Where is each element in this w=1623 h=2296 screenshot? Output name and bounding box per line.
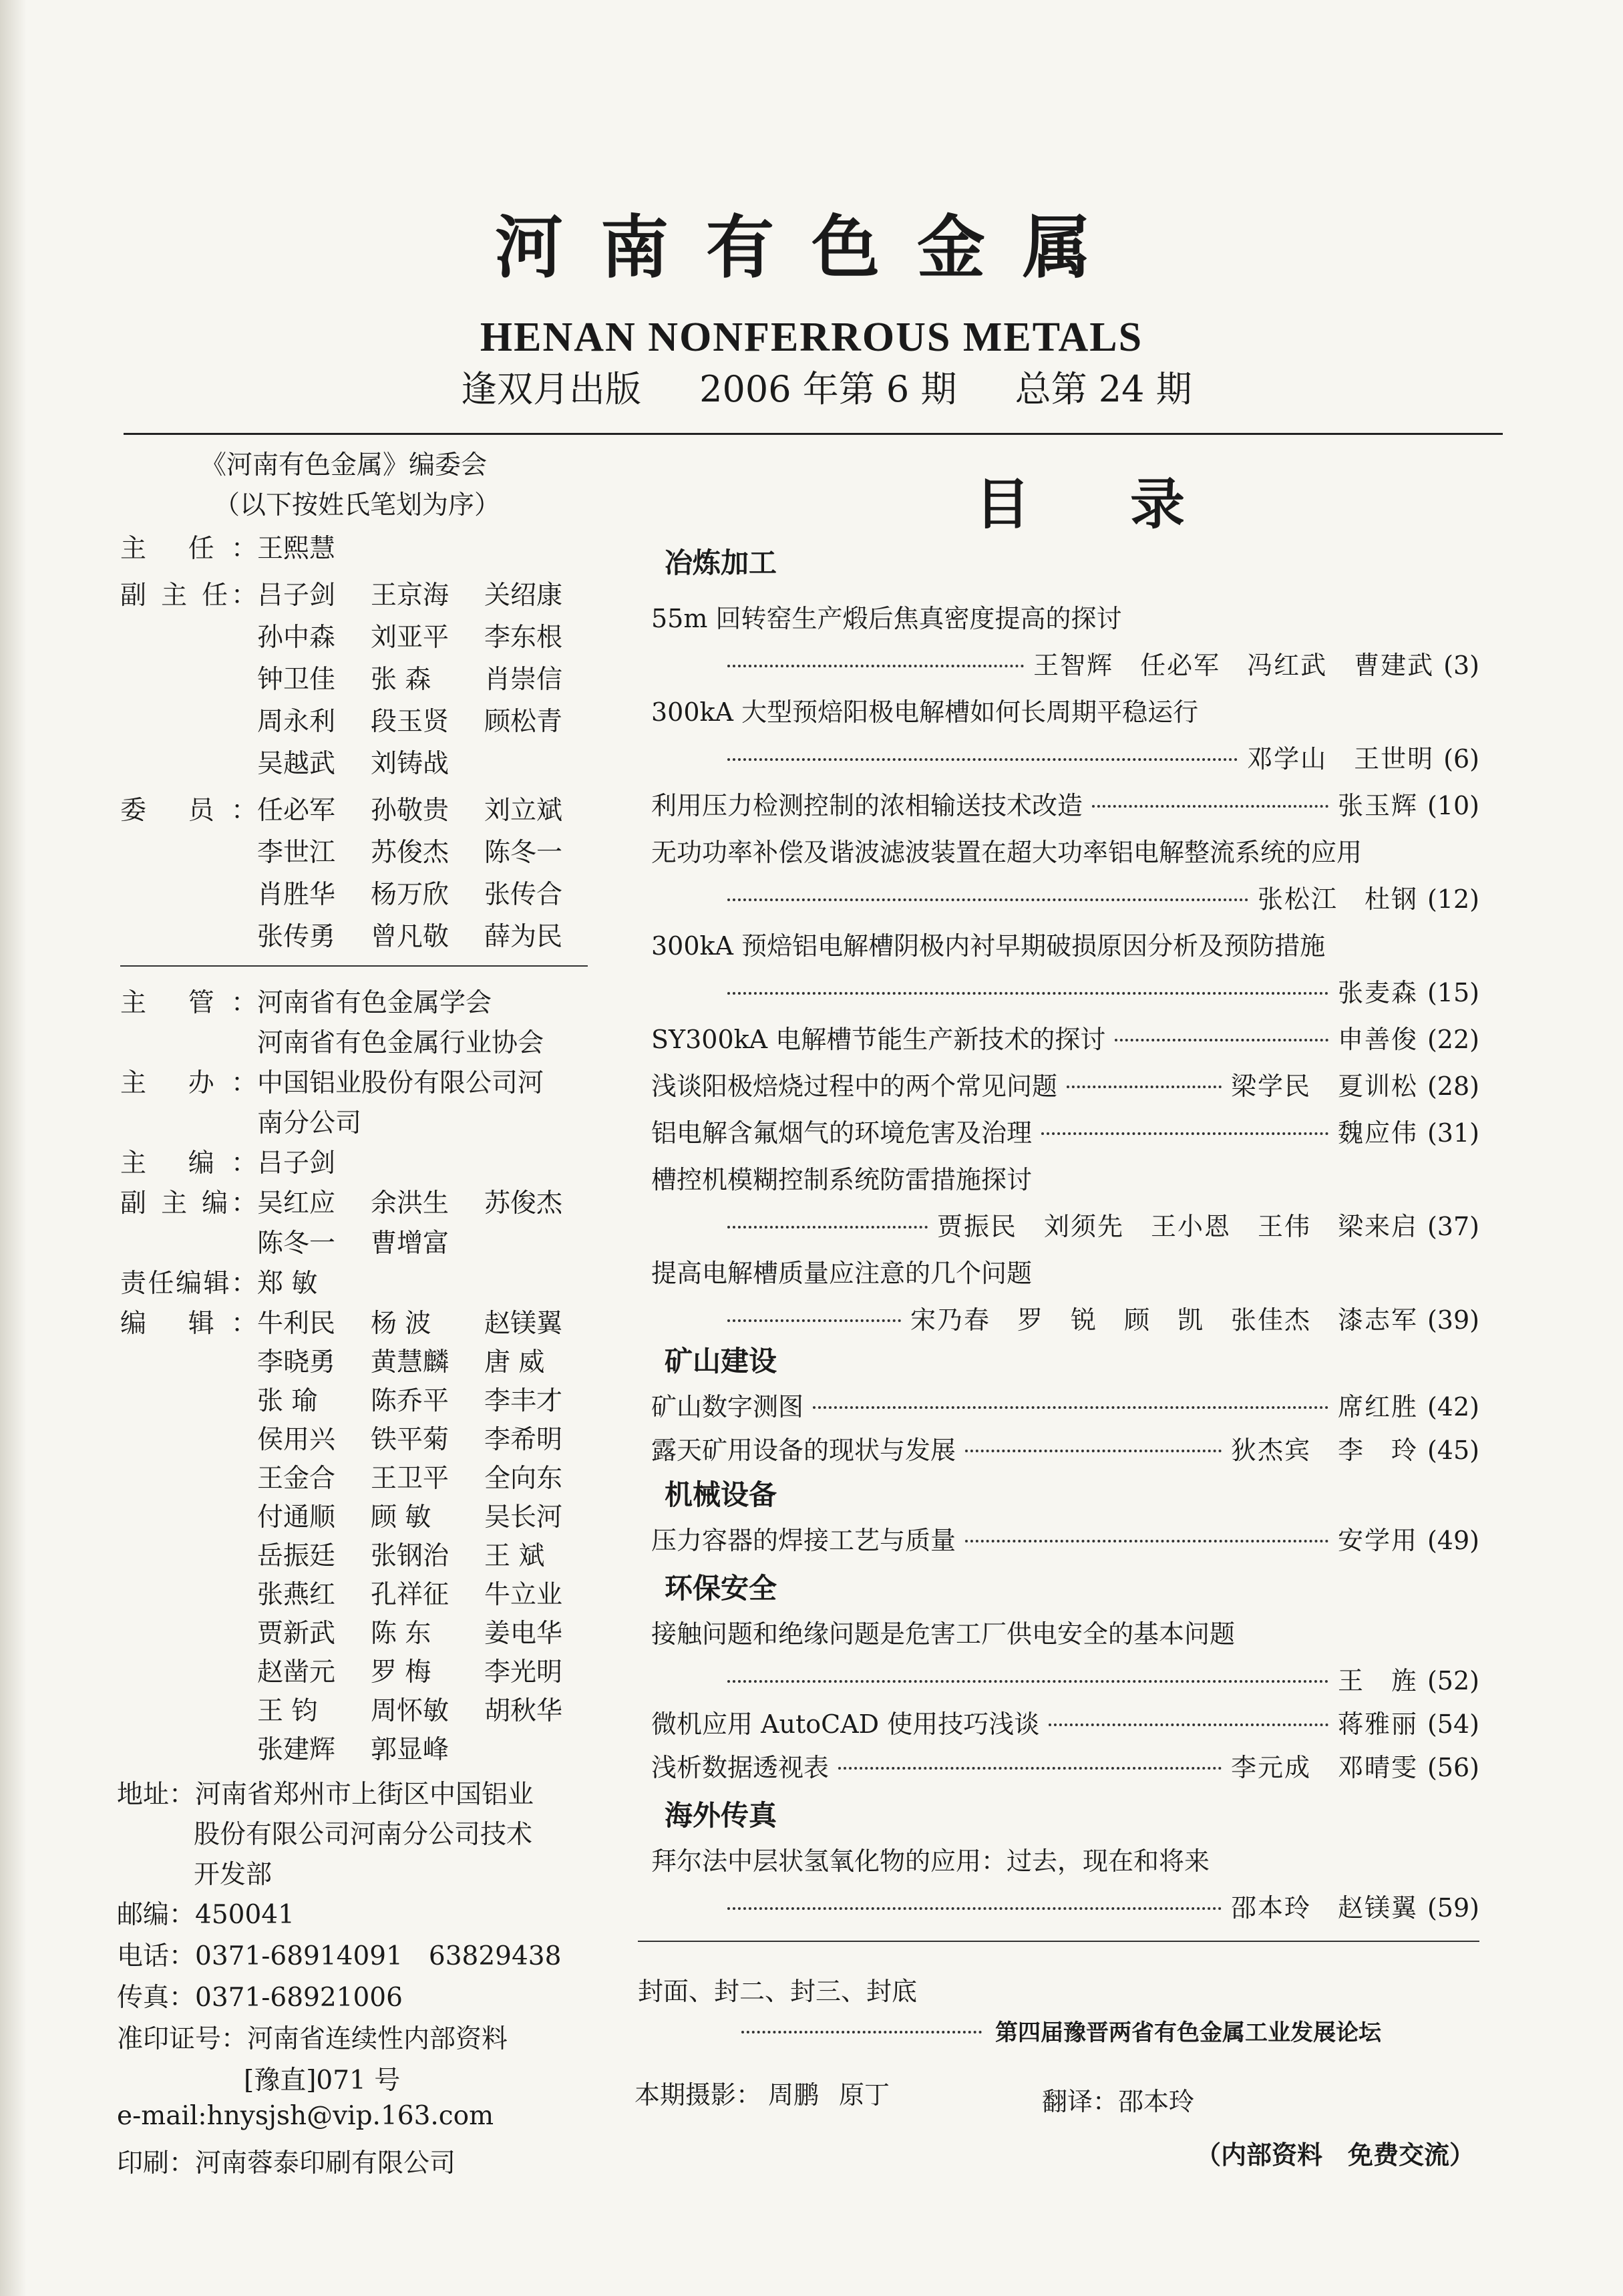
person-name: 张传勇 (257, 922, 336, 952)
translation-credit (1042, 2081, 1194, 2118)
article-entry (718, 1887, 1479, 1924)
editors-row (120, 1690, 598, 1728)
person-name: 刘立斌 (484, 796, 563, 826)
article-entry (651, 1703, 1479, 1740)
person-name: 李光明 (484, 1657, 563, 1687)
person-name: 陈 东 (371, 1619, 431, 1649)
fax: 传真：0371-68921006 (117, 1983, 403, 2013)
article-page: (3) (1443, 651, 1479, 680)
article-title: 浅析数据透视表 (651, 1753, 830, 1782)
chief-editor-row (120, 1142, 335, 1180)
section-heading: 海外传真 (665, 1799, 777, 1832)
article-title: 压力容器的焊接工艺与质量 (651, 1526, 956, 1555)
leader-dots (965, 1450, 1222, 1452)
editors-row (120, 1613, 598, 1650)
article-authors: 贾振民 刘须先 王小恩 王伟 梁来启 (936, 1212, 1418, 1241)
member-label: 委 员： (120, 796, 257, 826)
article-entry (651, 785, 1479, 822)
supervisor-row (120, 1022, 544, 1059)
leader-dots (1067, 1086, 1222, 1088)
leader-dots (727, 758, 1238, 761)
chief-editor-label: 主 编： (120, 1148, 257, 1178)
person-name: 苏俊杰 (484, 1188, 563, 1218)
article-authors: 申善俊 (1337, 1025, 1418, 1054)
article-page: (52) (1427, 1666, 1479, 1695)
person-name: 李希明 (484, 1425, 563, 1455)
article-authors: 张玉辉 (1337, 791, 1418, 820)
leader-dots (1041, 1132, 1328, 1135)
license: 准印证号：河南省连续性内部资料 (117, 2024, 508, 2054)
vice-director-label: 副 主 任： (120, 581, 257, 611)
article-authors: 邵本玲 赵镁翼 (1230, 1893, 1418, 1923)
journal-title-chinese: 河南有色金属 (495, 208, 1128, 288)
editors-row (120, 1651, 598, 1689)
article-entry (651, 1065, 1479, 1102)
person-name: 吕子剑 (257, 581, 336, 611)
article-entry (718, 1299, 1479, 1336)
section-heading: 冶炼加工 (665, 546, 777, 579)
person-name: 曹增富 (371, 1228, 449, 1259)
chief-editor-name: 吕子剑 (257, 1148, 336, 1178)
article-authors: 宋乃春 罗 锐 顾 凯 张佳杰 漆志军 (910, 1305, 1418, 1335)
article-title: 55m 回转窑生产煅后焦真密度提高的探讨 (651, 604, 1122, 633)
editors-row (120, 1535, 598, 1573)
article-entry (718, 1660, 1479, 1697)
leader-dots (965, 1540, 1328, 1542)
article-page: (42) (1427, 1392, 1479, 1422)
contents-divider (638, 1941, 1479, 1942)
article-title: 微机应用 AutoCAD 使用技巧浅谈 (651, 1709, 1040, 1739)
person-name: 王 钧 (257, 1696, 318, 1726)
article-page: (22) (1427, 1025, 1479, 1054)
sponsor-label: 主 办： (120, 1068, 257, 1098)
person-name: 周怀敏 (371, 1696, 449, 1726)
photographer-name: 周鹏 (768, 2080, 820, 2110)
article-page: (59) (1427, 1893, 1479, 1923)
internal-material-note: （内部资料 免费交流） (1196, 2140, 1475, 2170)
supervisor-name: 河南省有色金属学会 (257, 988, 492, 1018)
article-authors: 席红胜 (1337, 1392, 1418, 1422)
article-page: (31) (1427, 1118, 1479, 1148)
leader-dots (1092, 805, 1328, 808)
article-entry (718, 645, 1479, 681)
person-name: 吴红应 (257, 1188, 336, 1218)
article-page: (12) (1427, 884, 1479, 914)
leader-dots (727, 1319, 901, 1322)
person-name: 肖崇信 (484, 665, 563, 695)
person-name: 陈乔平 (371, 1386, 449, 1416)
person-name: 陈冬一 (484, 838, 563, 868)
person-name: 赵凿元 (257, 1657, 336, 1687)
article-authors: 魏应伟 (1337, 1118, 1418, 1148)
person-name: 张 瑜 (257, 1386, 318, 1416)
person-name: 赵镁翼 (484, 1309, 563, 1339)
photographer-name: 原丁 (839, 2080, 890, 2110)
article-authors: 梁学民 夏训松 (1230, 1072, 1418, 1101)
article-entry (651, 1019, 1479, 1055)
person-name: 孙中森 (257, 623, 336, 653)
article-entry (651, 1386, 1479, 1423)
person-name: 姜电华 (484, 1619, 563, 1649)
editors-row (120, 1496, 598, 1534)
contents-heading: 目录 (975, 473, 1286, 536)
article-authors: 狄杰宾 李 玲 (1230, 1436, 1418, 1465)
address-text: 河南省郑州市上街区中国铝业 (195, 1780, 534, 1810)
leader-dots (727, 1907, 1222, 1910)
leader-dots (727, 898, 1248, 901)
board-title: 《河南有色金属》编委会 (200, 450, 488, 480)
person-name: 钟卫佳 (257, 665, 336, 695)
printer: 印刷：河南蓉泰印刷有限公司 (117, 2148, 456, 2178)
person-name: 李丰才 (484, 1386, 563, 1416)
person-name: 杨 波 (371, 1309, 431, 1339)
email: e-mail:hnysjsh@vip.163.com (117, 2101, 494, 2131)
issue-line (461, 361, 1239, 412)
person-name: 岳振廷 (257, 1541, 336, 1571)
photography-credit (635, 2074, 910, 2111)
phone: 电话：0371-68914091 63829438 (117, 1941, 562, 1971)
article-entry (718, 878, 1479, 915)
article-entry (718, 1206, 1479, 1243)
person-name: 侯用兴 (257, 1425, 336, 1455)
section-heading: 环保安全 (665, 1572, 777, 1605)
vice-director-row (120, 617, 598, 654)
responsible-editor-name: 郑 敏 (257, 1269, 318, 1299)
person-name: 杨万欣 (371, 880, 449, 910)
supervisor-row (120, 982, 492, 1019)
person-name: 段玉贤 (371, 707, 449, 737)
sponsor-name: 中国铝业股份有限公司河 (257, 1068, 544, 1098)
editors-row (120, 1574, 598, 1611)
person-name: 孔祥征 (371, 1580, 449, 1610)
article-title: 浅谈阳极焙烧过程中的两个常见问题 (651, 1072, 1058, 1101)
person-name: 吴长河 (484, 1502, 563, 1532)
board-divider (120, 965, 588, 967)
member-row (120, 916, 598, 953)
cover-caption: 第四届豫晋两省有色金属工业发展论坛 (995, 2019, 1381, 2046)
address-label: 地址： (117, 1780, 196, 1810)
person-name: 周永利 (257, 707, 336, 737)
leader-dots (838, 1767, 1222, 1770)
sponsor-row (120, 1062, 544, 1100)
person-name: 任必军 (257, 796, 336, 826)
article-authors: 王智辉 任必军 冯红武 曹建武 (1033, 651, 1435, 680)
member-row (120, 832, 598, 869)
person-name: 吴越武 (257, 749, 336, 779)
person-name: 付通顺 (257, 1502, 336, 1532)
article-title: 利用压力检测控制的浓相输送技术改造 (651, 791, 1083, 820)
article-title: 铝电解含氟烟气的环境危害及治理 (651, 1118, 1033, 1148)
translator-label: 翻译： (1042, 2087, 1119, 2116)
person-name: 顾 敏 (371, 1502, 431, 1532)
article-title: 提高电解槽质量应注意的几个问题 (651, 1259, 1033, 1288)
person-name: 贾新武 (257, 1619, 336, 1649)
leader-dots (727, 1680, 1328, 1683)
article-page: (45) (1427, 1436, 1479, 1465)
article-page: (10) (1427, 791, 1479, 820)
postcode: 邮编：450041 (117, 1900, 295, 1930)
leader-dots (727, 1226, 928, 1228)
person-name: 李晓勇 (257, 1347, 336, 1377)
person-name: 关绍康 (484, 581, 563, 611)
person-name: 顾松青 (484, 707, 563, 737)
person-name: 黄慧麟 (371, 1347, 449, 1377)
article-authors: 安学用 (1337, 1526, 1418, 1555)
cover-label: 封面、封二、封三、封底 (638, 1977, 918, 2006)
article-entry (718, 972, 1479, 1009)
leader-dots (727, 992, 1328, 995)
article-page: (54) (1427, 1709, 1479, 1739)
article-authors: 张麦森 (1337, 978, 1418, 1007)
editors-row (120, 1458, 598, 1495)
person-name: 苏俊杰 (371, 838, 449, 868)
address-text: 开发部 (194, 1860, 273, 1890)
person-name: 王京海 (371, 581, 449, 611)
article-authors: 王 旌 (1337, 1666, 1418, 1695)
total-issue-number: 总第 24 期 (1015, 368, 1192, 410)
masthead-divider (124, 433, 1503, 435)
article-title: 槽控机模糊控制系统防雷措施探讨 (651, 1165, 1033, 1194)
supervisor-label: 主 管： (120, 988, 257, 1018)
person-name: 牛利民 (257, 1309, 336, 1339)
person-name: 王 斌 (484, 1541, 545, 1571)
article-authors: 李元成 邓晴雯 (1230, 1753, 1418, 1782)
member-row (120, 790, 598, 827)
vice-director-row (120, 743, 484, 780)
vice-director-row (120, 659, 598, 696)
person-name: 张燕红 (257, 1580, 336, 1610)
article-page: (15) (1427, 978, 1479, 1007)
article-page: (39) (1427, 1305, 1479, 1335)
article-authors: 蒋雅丽 (1337, 1709, 1418, 1739)
responsible-editor-row (120, 1263, 317, 1300)
editors-row (120, 1729, 484, 1766)
article-title: 接触问题和绝缘问题是危害工厂供电安全的基本问题 (651, 1619, 1236, 1649)
editors-row (120, 1341, 598, 1379)
board-subtitle: （以下按姓氏笔划为序） (214, 490, 501, 520)
person-name: 张传合 (484, 880, 563, 910)
editors-label: 编 辑： (120, 1309, 257, 1339)
person-name: 王金合 (257, 1464, 336, 1494)
issue-number: 2006 年第 6 期 (699, 368, 957, 410)
article-entry (651, 1112, 1479, 1149)
article-entry (651, 1520, 1479, 1556)
article-title: 露天矿用设备的现状与发展 (651, 1436, 956, 1465)
person-name: 张建辉 (257, 1735, 336, 1765)
sponsor-row (120, 1102, 361, 1140)
article-entry (718, 738, 1479, 775)
address-row (117, 1774, 534, 1811)
person-name: 唐 威 (484, 1347, 545, 1377)
sponsor-name: 南分公司 (257, 1108, 362, 1138)
person-name: 余洪生 (371, 1188, 449, 1218)
article-title: SY300kA 电解槽节能生产新技术的探讨 (651, 1025, 1106, 1054)
person-name: 刘铸战 (371, 749, 449, 779)
deputy-editor-row (120, 1182, 598, 1220)
translator-name: 邵本玲 (1118, 2087, 1195, 2116)
section-heading: 矿山建设 (665, 1345, 777, 1377)
article-title: 矿山数字测图 (651, 1392, 804, 1422)
article-page: (6) (1443, 744, 1479, 774)
leader-dots (1049, 1724, 1328, 1726)
person-name: 曾凡敬 (371, 922, 449, 952)
journal-title-english: HENAN NONFERROUS METALS (480, 315, 1143, 360)
person-name: 李东根 (484, 623, 563, 653)
person-name: 郭显峰 (371, 1735, 449, 1765)
article-page: (56) (1427, 1753, 1479, 1782)
member-row (120, 874, 598, 911)
leader-dots (741, 2031, 982, 2033)
supervisor-name: 河南省有色金属行业协会 (257, 1028, 544, 1058)
person-name: 张钢治 (371, 1541, 449, 1571)
person-name: 王熙慧 (257, 534, 336, 564)
person-name: 铁平菊 (371, 1425, 449, 1455)
photography-label: 本期摄影： (635, 2080, 762, 2110)
person-name: 全向东 (484, 1464, 563, 1494)
person-name: 张 森 (371, 665, 431, 695)
license-number: [豫直]071 号 (244, 2066, 401, 2096)
responsible-editor-label: 责任编辑： (120, 1269, 257, 1299)
article-authors: 张松江 杜钢 (1257, 884, 1418, 914)
person-name: 罗 梅 (371, 1657, 431, 1687)
person-name: 肖胜华 (257, 880, 336, 910)
article-entry (651, 1747, 1479, 1784)
person-name: 薛为民 (484, 922, 563, 952)
article-title: 300kA 大型预焙阳极电解槽如何长周期平稳运行 (651, 697, 1199, 727)
address-text: 股份有限公司河南分公司技术 (194, 1820, 533, 1850)
person-name: 胡秋华 (484, 1696, 563, 1726)
leader-dots (727, 665, 1024, 667)
vice-director-row (120, 701, 598, 738)
person-name: 孙敬贵 (371, 796, 449, 826)
publication-frequency: 逢双月出版 (461, 368, 641, 410)
editors-row (120, 1419, 598, 1456)
article-entry (651, 1430, 1479, 1466)
director-label: 主 任： (120, 534, 257, 564)
article-title: 拜尔法中层状氢氧化物的应用：过去，现在和将来 (651, 1846, 1210, 1876)
person-name: 陈冬一 (257, 1228, 336, 1259)
article-title: 无功功率补偿及谐波滤波装置在超大功率铝电解整流系统的应用 (651, 838, 1363, 867)
section-heading: 机械设备 (665, 1478, 777, 1511)
vice-director-row (120, 575, 598, 612)
director-row (120, 528, 371, 565)
leader-dots (813, 1406, 1328, 1409)
person-name: 王卫平 (371, 1464, 449, 1494)
deputy-editor-row (120, 1222, 484, 1260)
person-name: 牛立业 (484, 1580, 563, 1610)
article-page: (28) (1427, 1072, 1479, 1101)
leader-dots (1115, 1039, 1328, 1041)
editors-row (120, 1303, 598, 1340)
deputy-editor-label: 副 主 编： (120, 1188, 257, 1218)
article-authors: 邓学山 王世明 (1247, 744, 1435, 774)
editors-row (120, 1380, 598, 1418)
article-title: 300kA 预焙铝电解槽阴极内衬早期破损原因分析及预防措施 (651, 931, 1326, 961)
person-name: 李世江 (257, 838, 336, 868)
person-name: 刘亚平 (371, 623, 449, 653)
article-page: (49) (1427, 1526, 1479, 1555)
article-page: (37) (1427, 1212, 1479, 1241)
